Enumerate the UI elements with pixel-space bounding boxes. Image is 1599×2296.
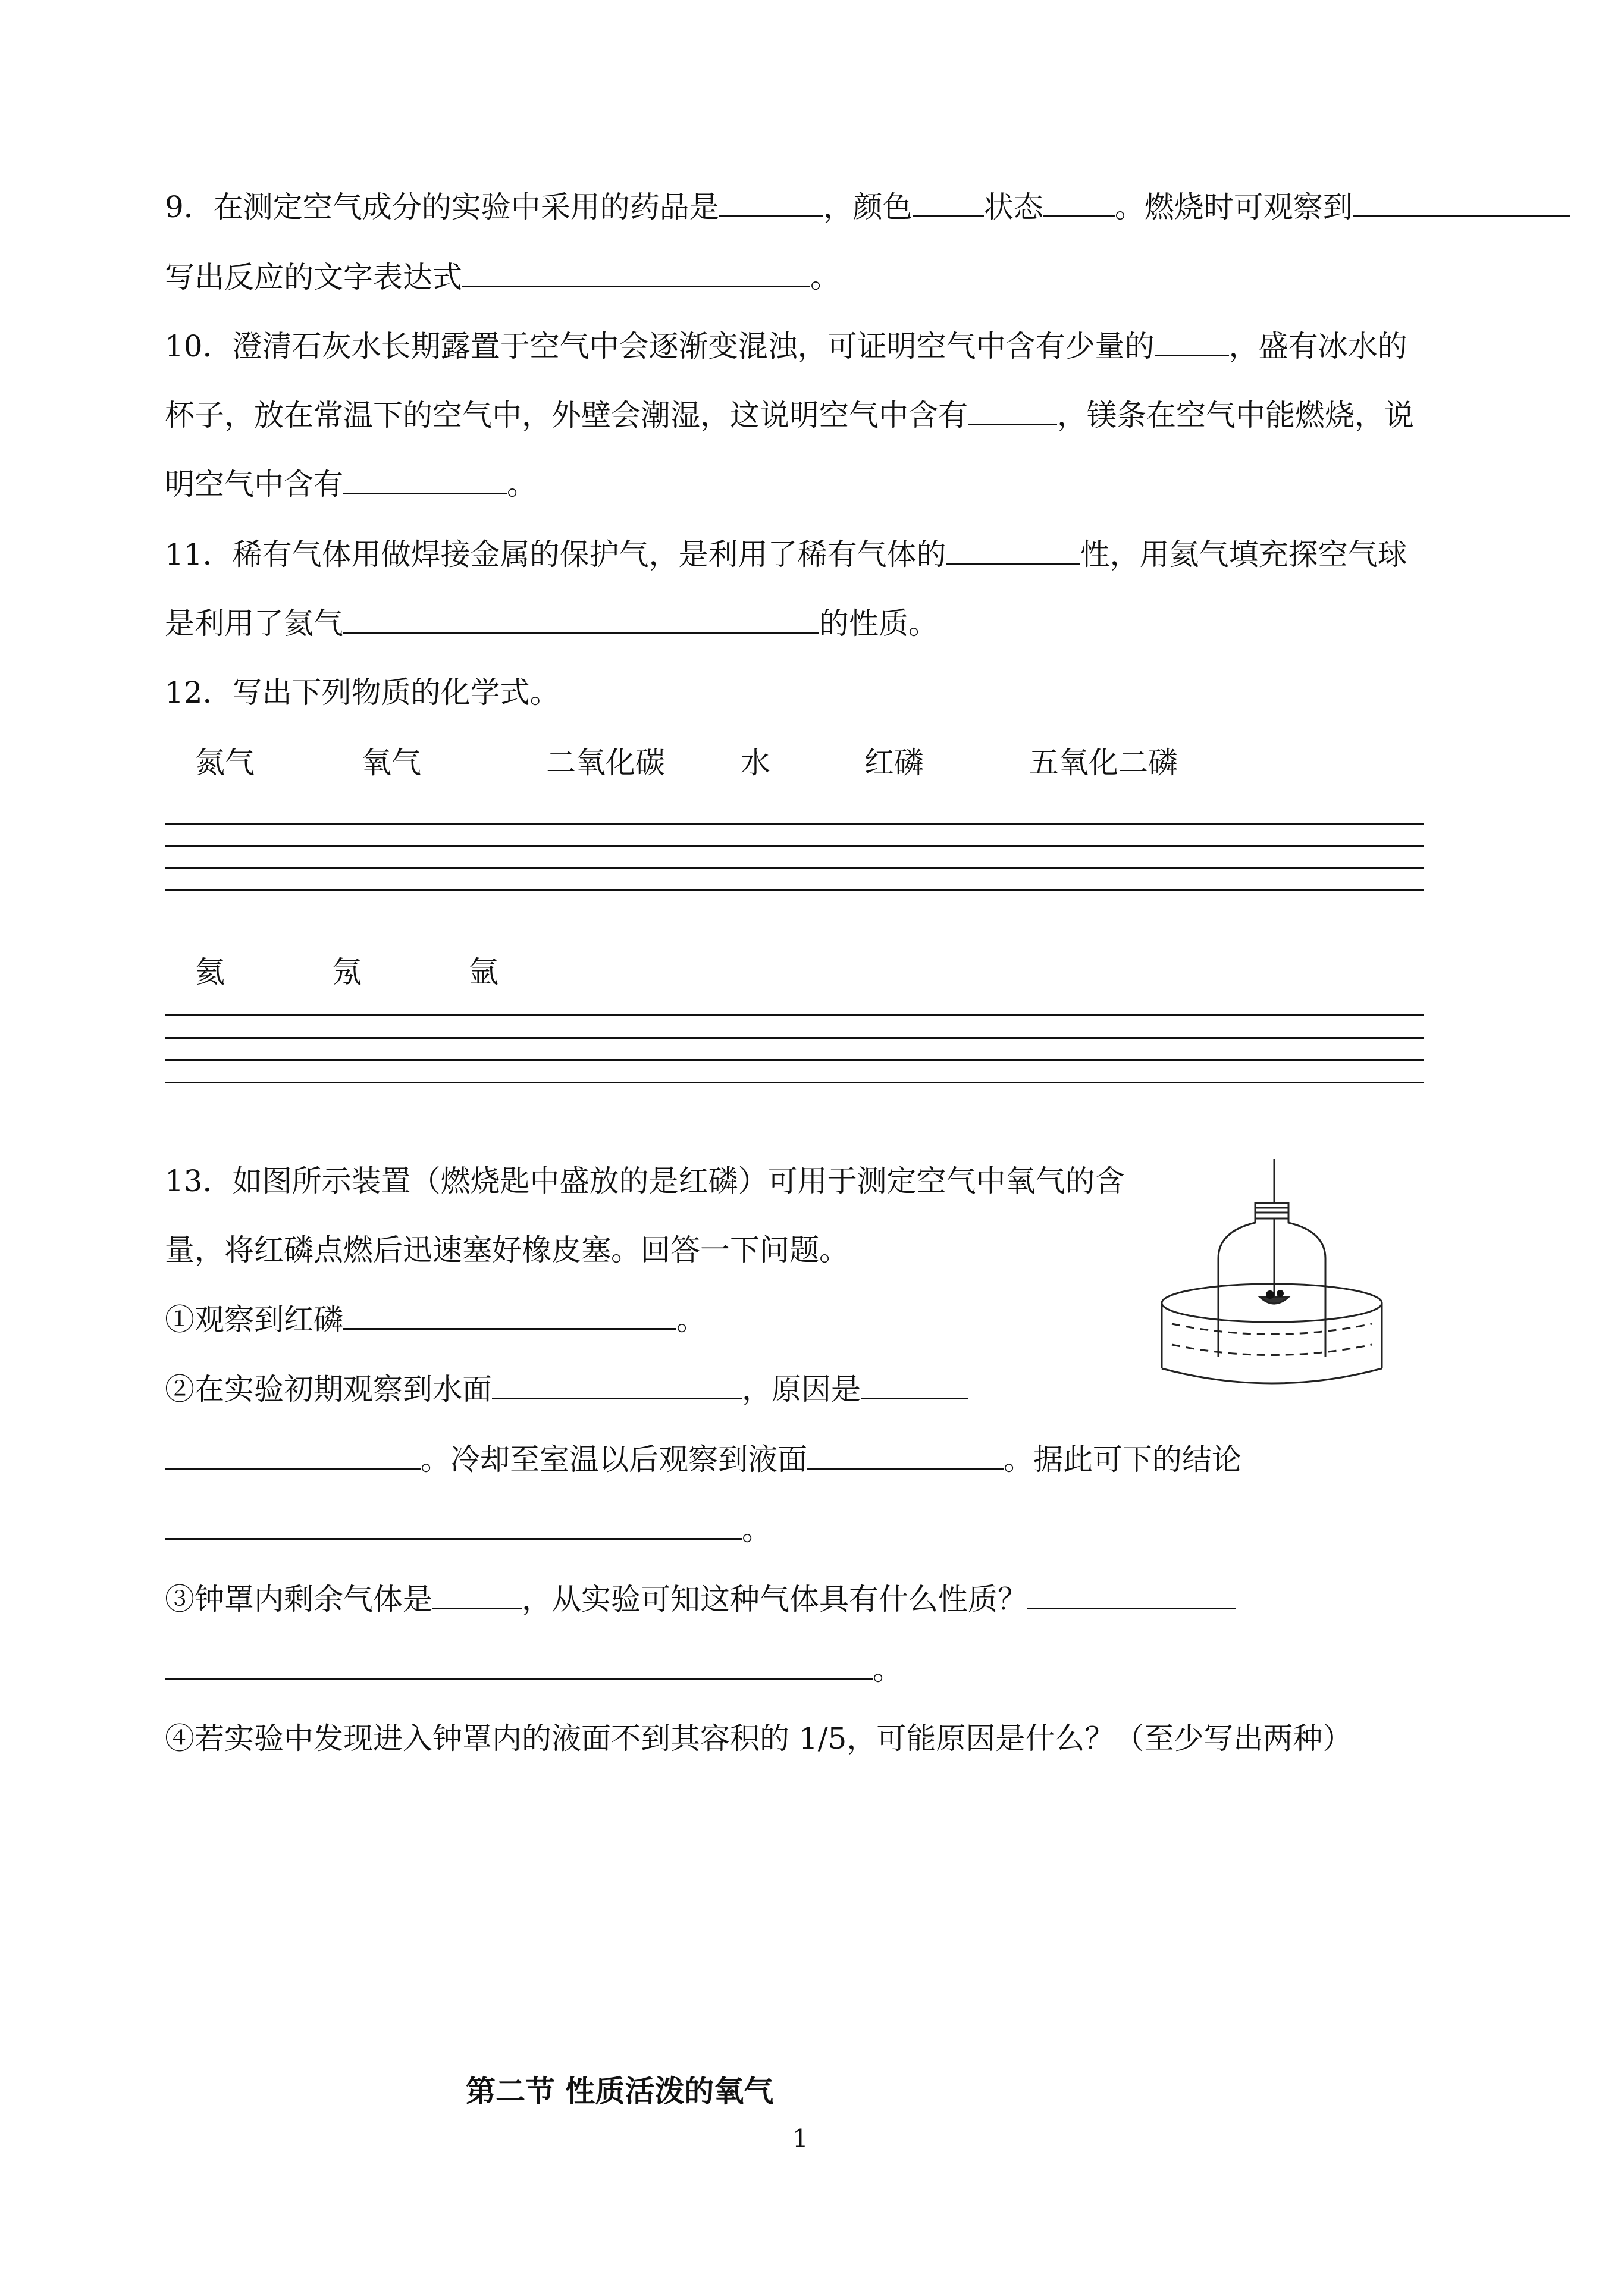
answer-blank[interactable]: [165, 1442, 421, 1470]
substance-label: 氖: [332, 955, 362, 989]
q10-line-1: 10．澄清石灰水长期露置于空气中会逐渐变混浊，可证明空气中含有少量的 ，盛有冰水的: [165, 329, 1407, 364]
substance-label: 氮气: [195, 746, 255, 780]
answer-blank[interactable]: [165, 1652, 873, 1680]
answer-blank[interactable]: [719, 189, 823, 217]
answer-blank[interactable]: [913, 189, 984, 217]
apparatus-diagram: [1148, 1154, 1386, 1404]
rubber-stopper: [1255, 1203, 1288, 1219]
answer-blank[interactable]: [861, 1371, 968, 1399]
combustion-spoon: [1260, 1297, 1288, 1304]
q10-line-2: 杯子，放在常温下的空气中，外壁会潮湿，这说明空气中含有 ，镁条在空气中能燃烧，说: [165, 398, 1414, 433]
q13-sub-2-conclusion: 。: [165, 1512, 772, 1548]
writing-line[interactable]: [165, 1082, 1424, 1083]
writing-line[interactable]: [165, 823, 1424, 825]
answer-blank[interactable]: [1353, 189, 1570, 217]
answer-blank[interactable]: [343, 1302, 676, 1330]
writing-line[interactable]: [165, 1014, 1424, 1016]
substance-label: 红磷: [864, 746, 924, 780]
answer-blank[interactable]: [343, 466, 507, 494]
answer-blank[interactable]: [968, 397, 1057, 425]
q13-sub-3: ③钟罩内剩余气体是 ，从实验可知这种气体具有什么性质？: [165, 1581, 1236, 1617]
answer-blank[interactable]: [1043, 189, 1115, 217]
answer-blank[interactable]: [1027, 1581, 1236, 1609]
q11-line-2: 是利用了氦气 的性质。: [165, 606, 938, 641]
answer-blank[interactable]: [432, 1581, 522, 1609]
substance-label: 氩: [469, 955, 498, 989]
q9-line-2: 写出反应的文字表达式 。: [165, 260, 840, 295]
writing-line[interactable]: [165, 867, 1424, 869]
q13-line-1: 13．如图所示装置（燃烧匙中盛放的是红磷）可用于测定空气中氧气的含: [165, 1164, 1125, 1198]
q13-sub-2-cont: 。冷却至室温以后观察到液面 。据此可下的结论: [165, 1442, 1241, 1477]
substance-label: 氧气: [362, 746, 421, 780]
substance-label: 二氧化碳: [546, 746, 665, 780]
answer-blank[interactable]: [807, 1442, 1004, 1470]
substance-label: 氦: [195, 955, 225, 989]
answer-blank[interactable]: [343, 606, 819, 634]
writing-line[interactable]: [165, 1059, 1424, 1061]
q12-title: 12．写出下列物质的化学式。: [165, 675, 560, 710]
page-number: 1: [792, 2124, 808, 2153]
q13-sub-2: ②在实验初期观察到水面 ，原因是: [165, 1371, 968, 1407]
substance-label: 水: [741, 746, 770, 780]
q11-line-1: 11．稀有气体用做焊接金属的保护气，是利用了稀有气体的 性，用氦气填充探空气球: [165, 537, 1407, 572]
substance-label: 五氧化二磷: [1029, 746, 1178, 780]
q13-sub-3-cont: 。: [165, 1652, 902, 1687]
q13-sub-4: ④若实验中发现进入钟罩内的液面不到其容积的 1/5，可能原因是什么？（至少写出两种）: [165, 1721, 1353, 1756]
writing-line[interactable]: [165, 889, 1424, 891]
section-heading: 第二节 性质活泼的氧气: [466, 2074, 774, 2109]
red-phosphorus: [1266, 1290, 1274, 1299]
answer-blank[interactable]: [165, 1512, 742, 1540]
answer-blank[interactable]: [1155, 328, 1229, 356]
writing-line[interactable]: [165, 1037, 1424, 1039]
answer-blank[interactable]: [946, 537, 1080, 565]
writing-line[interactable]: [165, 845, 1424, 847]
q10-line-3: 明空气中含有 。: [165, 467, 537, 502]
answer-blank[interactable]: [492, 1371, 742, 1399]
q9-line-1: 9．在测定空气成分的实验中采用的药品是 ，颜色 状态 。燃烧时可观察到: [165, 189, 1570, 225]
q13-sub-1: ①观察到红磷 。: [165, 1302, 706, 1337]
bell-jar: [1218, 1219, 1325, 1357]
q13-line-2: 量，将红磷点燃后迅速塞好橡皮塞。回答一下问题。: [165, 1233, 849, 1267]
answer-blank[interactable]: [462, 259, 810, 287]
